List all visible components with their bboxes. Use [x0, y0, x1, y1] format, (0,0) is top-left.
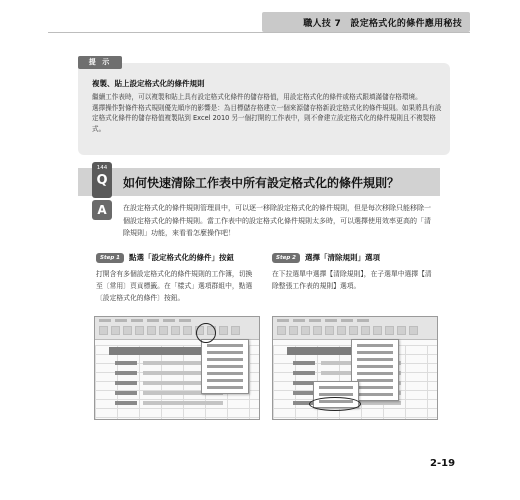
conditional-format-menu: [201, 339, 249, 394]
question-number: 144: [96, 165, 108, 171]
question-title: 如何快速清除工作表中所有設定格式化的條件規則？: [123, 176, 400, 190]
step-2-screenshot: [272, 316, 438, 420]
answer-letter: A: [92, 200, 112, 220]
step-title: 選擇「清除規則」選項: [305, 253, 380, 262]
tip-paragraph: 繼續工作表時，可以複製和貼上具有設定格式化條件的儲存格值，用設定格式化的條件或格式跟填滿儲存格環境。: [92, 93, 422, 101]
tip-paragraph: 選擇操作對條件格式規則優先順序的影響是：為目標儲存格建立一個來源儲存格新設定格式化的條件規則。如果將具有設定格式化條件的儲存格值複製貼到 Excel 2010 另一個打開的工作表中，則不會建立設定格式化的條件規則且不複製格式。: [92, 103, 442, 133]
tip-badge: 提 示: [78, 56, 122, 69]
step-1-screenshot: [94, 316, 260, 420]
tip-body: [92, 92, 442, 134]
answer-text: 在設定格式化的條件規則管理員中，可以逐一移除設定格式化的條件規則，但是每次移除只能移除一個設定格式化的條件規則。當工作表中的設定格式化條件規則太多時，可以選擇使用效率更高的「清除規則」功能，來看看怎麼操作吧！: [123, 204, 431, 237]
step-badge: Step 1: [96, 253, 124, 263]
question-tab: [92, 162, 112, 198]
question-letter: Q: [96, 173, 108, 188]
step-2: [272, 252, 434, 292]
excel-ribbon: [273, 317, 437, 340]
step-text: 在下拉選單中選擇【清除規則】，在子選單中選擇【清除整張工作表的規則】選項。: [272, 270, 432, 290]
tip-content: [92, 78, 442, 134]
step-header: [96, 252, 256, 263]
step-title: 點選「設定格式化的條件」按鈕: [129, 253, 234, 262]
step-badge: Step 2: [272, 253, 300, 263]
chapter-title: 職人技 7 設定格式化的條件應用秘技: [303, 18, 462, 29]
step-text: 打開含有多個設定格式化的條件規則的工作簿，切換至〔常用〕頁貢標籤。在「樣式」選項群組中，點選〔設定格式化的條件〕按鈕。: [96, 270, 253, 302]
step-header: [272, 252, 434, 263]
highlight-circle: [196, 323, 216, 343]
header-divider: [48, 32, 470, 33]
tip-title: 複製、貼上設定格式化的條件規則: [92, 79, 205, 88]
page-number: 2-19: [430, 458, 456, 469]
excel-ribbon: [95, 317, 259, 340]
step-1: [96, 252, 256, 304]
highlight-circle: [309, 397, 361, 411]
chapter-header: [262, 12, 470, 32]
